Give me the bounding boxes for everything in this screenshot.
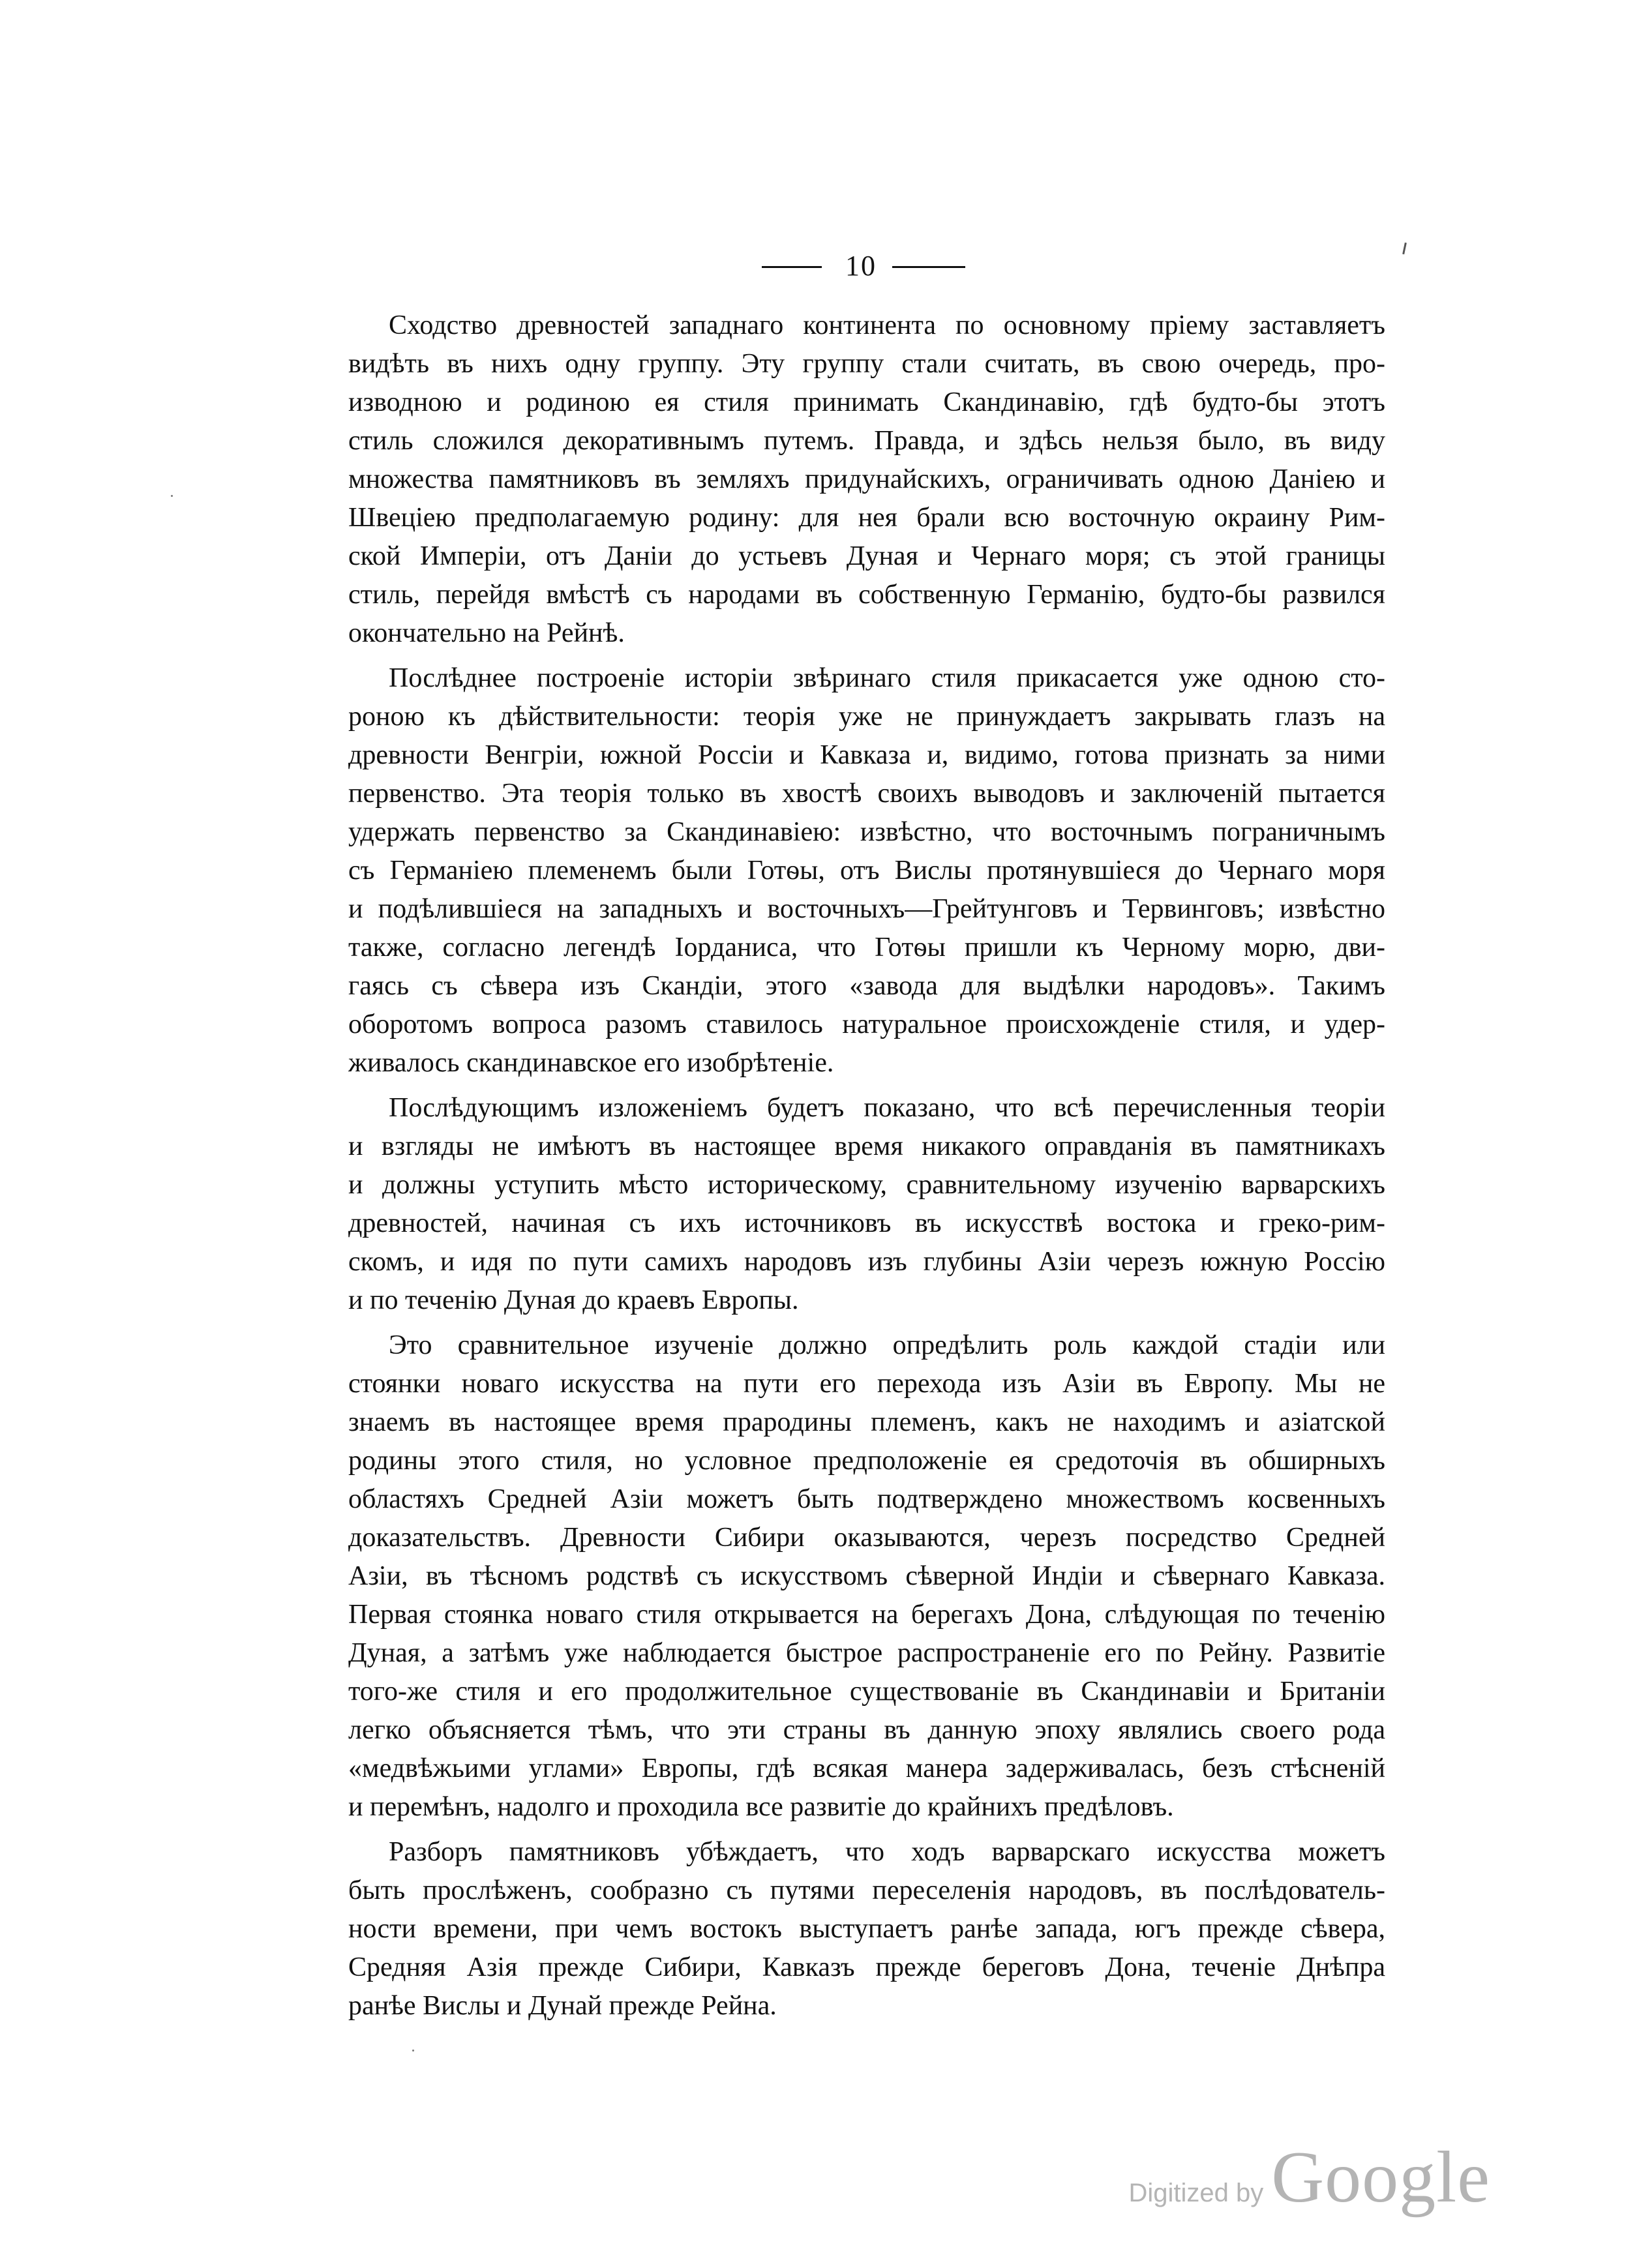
text-line: древностей, начиная съ ихъ источниковъ въ искусствѣ востока и греко-рим- [348, 1208, 1385, 1238]
paragraph [348, 1833, 1385, 2025]
paragraph [348, 1089, 1385, 1320]
page-number: 10 [845, 250, 877, 282]
text-line: съ Германіею племенемъ были Готѳы, отъ Вислы протянувшіеся до Чернаго моря [348, 856, 1385, 886]
text-line: живалось скандинавское его изобрѣтеніе. [348, 1048, 834, 1078]
text-line: окончательно на Рейнѣ. [348, 618, 625, 648]
text-line: ности времени, при чемъ востокъ выступаетъ ранѣе запада, югъ прежде сѣвера, [348, 1914, 1385, 1944]
google-logo: Google [1271, 2137, 1490, 2218]
text-line: Сходство древностей западнаго континента по основному пріему заставляетъ [389, 310, 1385, 340]
text-line: удержать первенство за Скандинавіею: извѣстно, что восточнымъ пограничнымъ [348, 817, 1385, 847]
text-line: Послѣднее построеніе исторіи звѣринаго стиля прикасается уже одною сто- [389, 663, 1385, 693]
text-line: быть прослѣженъ, сообразно съ путями переселенія народовъ, въ послѣдователь- [348, 1875, 1385, 1905]
text-line: древности Венгріи, южной Россіи и Кавказа и, видимо, готова признать за ними [348, 740, 1385, 770]
text-line: Швеціею предполагаемую родину: для нея брали всю восточную окраину Рим- [348, 503, 1385, 533]
text-line: родины этого стиля, но условное предположеніе ея средоточія въ обширныхъ [348, 1446, 1385, 1476]
text-line: Разборъ памятниковъ убѣждаетъ, что ходъ варварскаго искусства можетъ [389, 1837, 1385, 1867]
text-line: скомъ, и идя по пути самихъ народовъ изъ глубины Азіи черезъ южную Россію [348, 1247, 1385, 1277]
watermark-prefix: Digitized by [1128, 2179, 1264, 2207]
text-line: и по теченію Дуная до краевъ Европы. [348, 1285, 799, 1315]
text-line: множества памятниковъ въ земляхъ придунайскихъ, ограничивать одною Даніею и [348, 464, 1385, 494]
paragraph [348, 306, 1385, 653]
page-header [0, 246, 1639, 286]
text-line: и должны уступить мѣсто историческому, сравнительному изученію варварскихъ [348, 1170, 1385, 1200]
text-line: видѣть въ нихъ одну группу. Эту группу стали считать, въ свою очередь, про- [348, 349, 1385, 379]
paragraph [348, 1326, 1385, 1827]
text-line: легко объясняется тѣмъ, что эти страны въ данную эпоху являлись своего рода [348, 1715, 1385, 1745]
text-line: Первая стоянка новаго стиля открывается на берегахъ Дона, слѣдующая по теченію [348, 1600, 1385, 1630]
text-line: оборотомъ вопроса разомъ ставилось натуральное происхожденіе стиля, и удер- [348, 1009, 1385, 1039]
text-line: гаясь съ сѣвера изъ Скандіи, этого «завода для выдѣлки народовъ». Такимъ [348, 971, 1385, 1001]
text-line: и перемѣнъ, надолго и проходила все развитіе до крайнихъ предѣловъ. [348, 1792, 1174, 1822]
text-line: доказательствъ. Древности Сибири оказываются, черезъ посредство Средней [348, 1523, 1385, 1553]
text-line: Это сравнительное изученіе должно опредѣлить роль каждой стадіи или [389, 1330, 1385, 1360]
scan-speck [412, 2050, 414, 2052]
text-line: Послѣдующимъ изложеніемъ будетъ показано, что всѣ перечисленныя теоріи [389, 1093, 1385, 1123]
text-line: ранѣе Вислы и Дунай прежде Рейна. [348, 1991, 777, 2021]
text-line: стиль сложился декоративнымъ путемъ. Правда, и здѣсь нельзя было, въ виду [348, 426, 1385, 456]
text-line: роною къ дѣйствительности: теорія уже не принуждаетъ закрывать глазъ на [348, 702, 1385, 732]
text-line: того-же стиля и его продолжительное существованіе въ Скандинавіи и Британіи [348, 1677, 1385, 1707]
text-line: ской Имперіи, отъ Даніи до устьевъ Дуная и Чернаго моря; съ этой границы [348, 541, 1385, 571]
body-text [348, 306, 1385, 2032]
text-line: Дуная, а затѣмъ уже наблюдается быстрое распространеніе его по Рейну. Развитіе [348, 1638, 1385, 1668]
text-line: и подѣлившіеся на западныхъ и восточныхъ—Грейтунговъ и Тервинговъ; извѣстно [348, 894, 1385, 924]
text-line: «медвѣжьими углами» Европы, гдѣ всякая манера задерживалась, безъ стѣсненій [348, 1753, 1385, 1783]
text-line: изводною и родиною ея стиля принимать Скандинавію, гдѣ будто-бы этотъ [348, 387, 1385, 417]
header-rule-left [762, 266, 822, 268]
text-line: стиль, перейдя вмѣстѣ съ народами въ собственную Германію, будто-бы развился [348, 580, 1385, 610]
text-line: первенство. Эта теорія только въ хвостѣ своихъ выводовъ и заключеній пытается [348, 779, 1385, 809]
paragraph [348, 659, 1385, 1082]
text-line: Азіи, въ тѣсномъ родствѣ съ искусствомъ сѣверной Индіи и сѣвернаго Кавказа. [348, 1561, 1385, 1591]
text-line: также, согласно легендѣ Іорданиса, что Готѳы пришли къ Черному морю, дви- [348, 933, 1385, 962]
text-line: стоянки новаго искусства на пути его перехода изъ Азіи въ Европу. Мы не [348, 1369, 1385, 1399]
text-line: областяхъ Средней Азіи можетъ быть подтверждено множествомъ косвенныхъ [348, 1484, 1385, 1514]
text-line: знаемъ въ настоящее время прародины племенъ, какъ не находимъ и азіатской [348, 1407, 1385, 1437]
header-rule-right [892, 266, 965, 268]
digitized-by-watermark [1129, 2136, 1490, 2227]
text-line: и взгляды не имѣютъ въ настоящее время никакого оправданія въ памятникахъ [348, 1131, 1385, 1161]
text-line: Средняя Азія прежде Сибири, Кавказъ прежде береговъ Дона, теченіе Днѣпра [348, 1952, 1385, 1982]
scan-speck [171, 495, 173, 497]
